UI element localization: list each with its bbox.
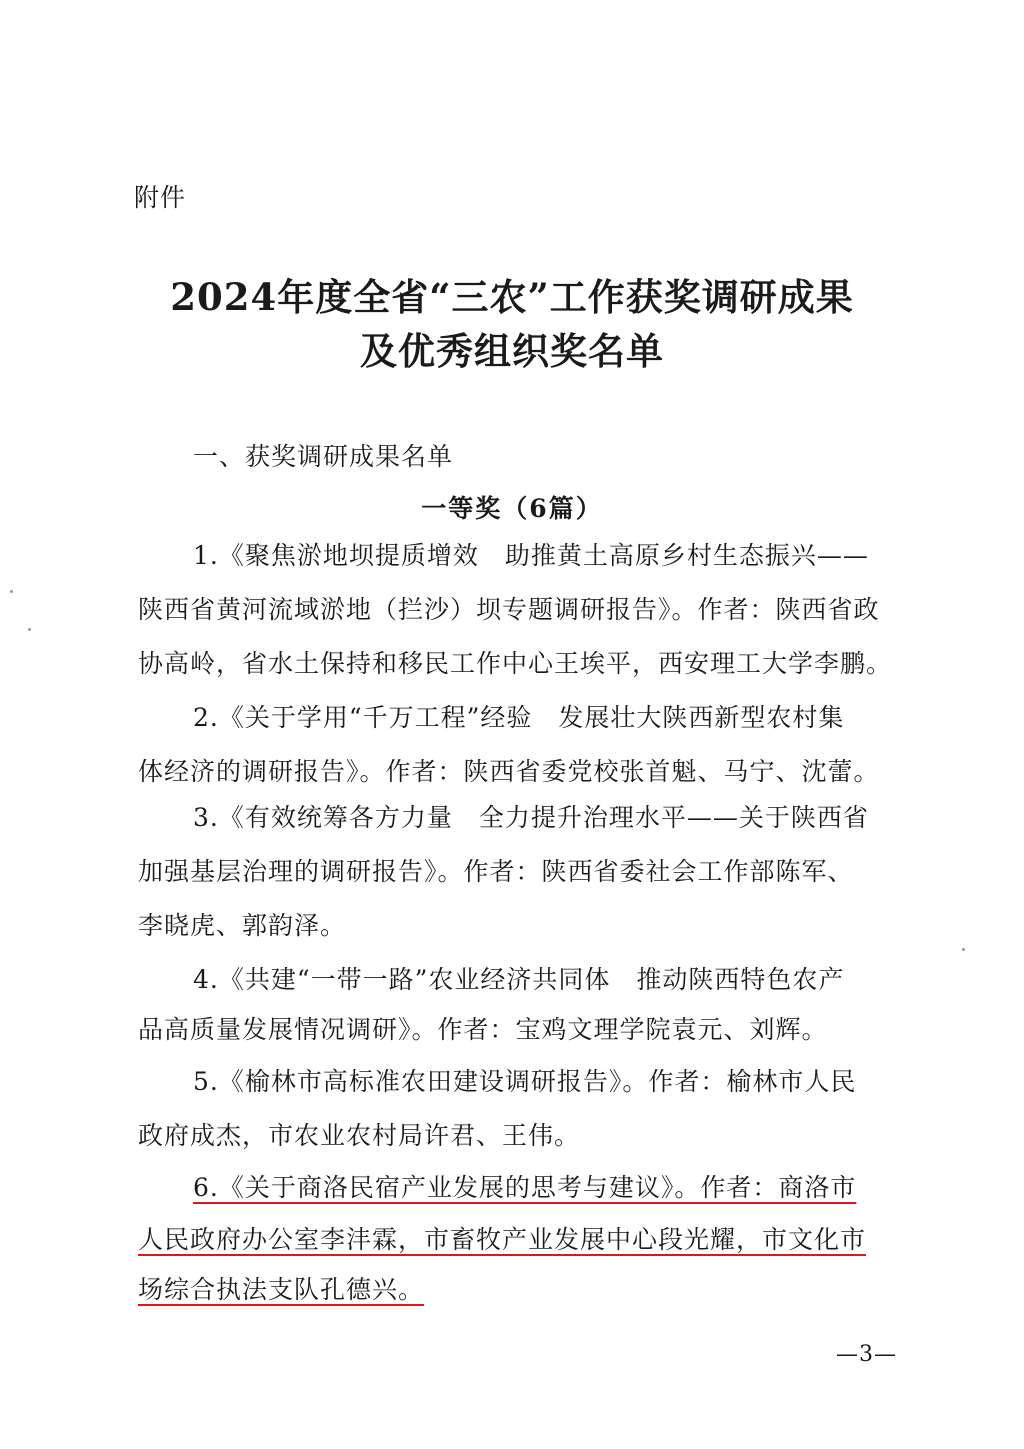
entry-4-line-2: 品高质量发展情况调研》。作者：宝鸡文理学院袁元、刘辉。	[138, 1015, 828, 1044]
document-title-line-2: 及优秀组织奖名单	[360, 329, 664, 373]
scan-speck	[28, 628, 31, 631]
entry-4-line-1: 4.《共建“一带一路”农业经济共同体 推动陕西特色农产	[193, 965, 845, 994]
entry-5-line-2: 政府成杰，市农业农村局许君、王伟。	[138, 1121, 581, 1150]
entry-2-line-2: 体经济的调研报告》。作者：陕西省委党校张首魁、马宁、沈蕾。	[138, 757, 880, 786]
entry-1-line-3: 协高岭，省水土保持和移民工作中心王埃平，西安理工大学李鹏。	[138, 649, 893, 678]
entry-6-line-2: 人民政府办公室李沣霖，市畜牧产业发展中心段光耀，市文化市	[138, 1225, 867, 1254]
entry-5-line-1: 5.《榆林市高标准农田建设调研报告》。作者：榆林市人民	[193, 1067, 857, 1096]
scan-speck	[962, 948, 965, 951]
attachment-label: 附件	[134, 183, 187, 212]
entry-1-line-1: 1.《聚焦淤地坝提质增效 助推黄土高原乡村生态振兴——	[193, 541, 869, 570]
entry-3-line-3: 李晓虎、郭韵泽。	[138, 911, 347, 940]
entry-6-line-1: 6.《关于商洛民宿产业发展的思考与建议》。作者：商洛市	[193, 1173, 857, 1202]
page-number: —3—	[836, 1342, 897, 1367]
entry-6-line-3: 场综合执法支队孔德兴。	[138, 1275, 425, 1304]
entry-1-line-2: 陕西省黄河流域淤地（拦沙）坝专题调研报告》。作者：陕西省政	[138, 595, 880, 624]
section-heading: 一、获奖调研成果名单	[193, 442, 454, 471]
scan-speck	[10, 590, 13, 593]
entry-3-line-1: 3.《有效统筹各方力量 全力提升治理水平——关于陕西省	[193, 803, 869, 832]
document-title-line-1: 2024年度全省“三农”工作获奖调研成果	[170, 275, 854, 319]
entry-3-line-2: 加强基层治理的调研报告》。作者：陕西省委社会工作部陈军、	[138, 857, 854, 886]
prize-heading: 一等奖（6篇）	[421, 494, 603, 523]
entry-2-line-1: 2.《关于学用“千万工程”经验 发展壮大陕西新型农村集	[193, 703, 845, 732]
